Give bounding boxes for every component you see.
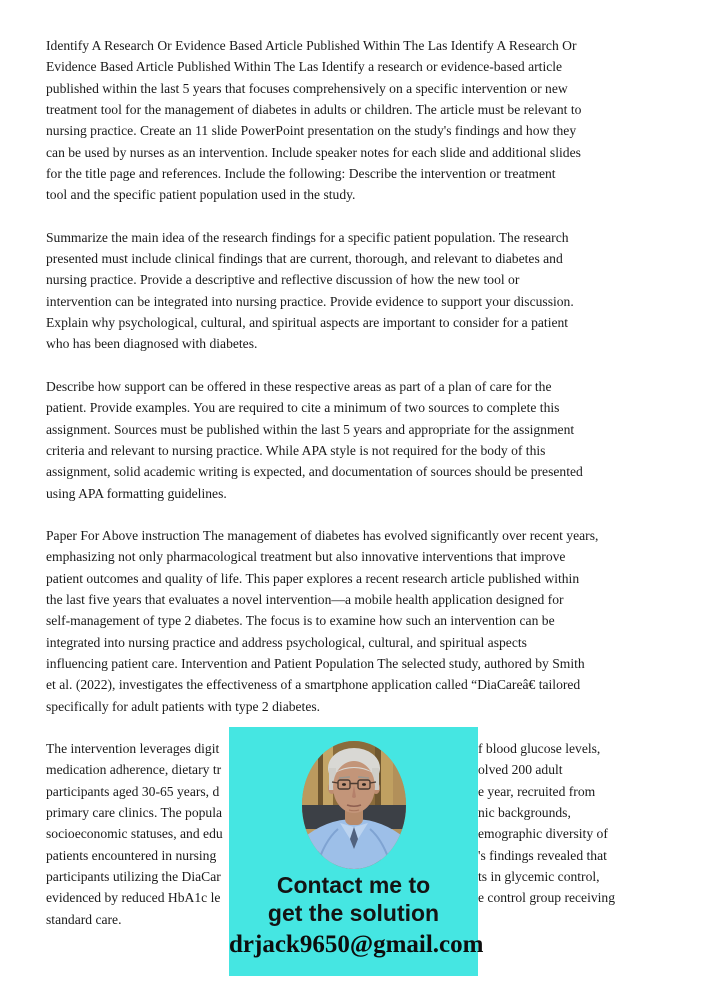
text-line: nursing practice. Create an 11 slide PowerPoint presentation on the study's findings and how they xyxy=(46,123,577,139)
paragraph xyxy=(46,376,671,504)
text-line: Identify A Research Or Evidence Based Article Published Within The Las Identify A Research Or xyxy=(46,38,577,53)
text-line: assignment. Sources must be published within the last 5 years and appropriate for the assignment xyxy=(46,421,575,437)
contact-overlay xyxy=(229,727,484,976)
text-fragment-left: participants aged 30-65 years, d xyxy=(46,783,220,799)
text-line: emphasizing not only pharmacological treatment but also innovative interventions that improve xyxy=(46,549,566,565)
text-fragment-right: ts in glycemic control, xyxy=(478,869,600,885)
text-line: patient. Provide examples. You are required to cite a minimum of two sources to complete this xyxy=(46,400,560,416)
profile-photo xyxy=(302,741,406,869)
text-line: tool and the specific patient population used in the study. xyxy=(46,187,356,203)
contact-heading-line2: get the solution xyxy=(267,900,440,926)
text-fragment-left: patients encountered in nursing xyxy=(46,847,217,863)
text-line: using APA formatting guidelines. xyxy=(46,485,227,501)
text-line: the last five years that evaluates a novel intervention—a mobile health application designed for xyxy=(46,591,564,607)
text-line: can be used by nurses as an intervention. Include speaker notes for each slide and additional slides xyxy=(46,144,581,160)
text-line: assignment, solid academic writing is expected, and documentation of sources should be presented xyxy=(46,464,583,480)
text-fragment-left: participants utilizing the DiaCar xyxy=(46,869,221,885)
text-line: criteria and relevant to nursing practice. While APA style is not required for the body of this xyxy=(46,442,546,458)
contact-email: drjack9650@gmail.com xyxy=(229,931,484,958)
text-line: self-management of type 2 diabetes. The focus is to examine how such an intervention can be xyxy=(46,613,555,629)
text-fragment-right: f blood glucose levels, xyxy=(478,740,601,756)
text-fragment-right: e control group receiving xyxy=(478,890,616,906)
text-line: influencing patient care. Intervention and Patient Population The selected study, authored by Smith xyxy=(46,655,585,671)
contact-heading-line1: Contact me to xyxy=(276,872,431,898)
text-line: Evidence Based Article Published Within The Las Identify a research or evidence-based article xyxy=(46,59,563,75)
text-fragment-right: emographic diversity of xyxy=(478,826,608,842)
text-line: patient outcomes and quality of life. This paper explores a recent research article published within xyxy=(46,570,580,586)
text-line: treatment tool for the management of diabetes in adults or children. The article must be relevant to xyxy=(46,102,582,118)
paragraph xyxy=(46,35,671,206)
text-line: Explain why psychological, cultural, and spiritual aspects are important to consider for a patient xyxy=(46,315,569,331)
text-line: Summarize the main idea of the research findings for a specific patient population. The research xyxy=(46,229,569,245)
contact-heading xyxy=(229,871,478,927)
text-line: presented must include clinical findings that are current, thorough, and relevant to diabetes and xyxy=(46,251,563,267)
text-fragment-right: nic backgrounds, xyxy=(478,805,571,820)
text-fragment-right: e year, recruited from xyxy=(478,783,596,799)
text-line: intervention can be integrated into nursing practice. Provide evidence to support your discussion. xyxy=(46,293,574,309)
text-line: et al. (2022), investigates the effectiveness of a smartphone application called “DiaCareâ€ tailored xyxy=(46,677,581,693)
paragraph xyxy=(46,525,671,717)
text-fragment-left: medication adherence, dietary tr xyxy=(46,762,222,778)
text-line: nursing practice. Provide a descriptive and reflective discussion of how the new tool or xyxy=(46,272,520,288)
text-fragment-right: olved 200 adult xyxy=(478,762,563,778)
text-fragment-left: primary care clinics. The popula xyxy=(46,805,223,820)
text-fragment-left: The intervention leverages digit xyxy=(46,740,220,756)
paragraph xyxy=(46,227,671,355)
text-line: integrated into nursing practice and address psychological, cultural, and spiritual aspects xyxy=(46,634,527,650)
text-line: for the title page and references. Include the following: Describe the intervention or treatment xyxy=(46,166,556,182)
text-line: Describe how support can be offered in these respective areas as part of a plan of care for the xyxy=(46,378,552,394)
text-line: Paper For Above instruction The management of diabetes has evolved significantly over recent years, xyxy=(46,527,599,543)
text-line: specifically for adult patients with type 2 diabetes. xyxy=(46,698,321,714)
text-line: who has been diagnosed with diabetes. xyxy=(46,336,258,352)
portrait-illustration xyxy=(302,741,406,869)
text-fragment-left: evidenced by reduced HbA1c le xyxy=(46,890,221,906)
text-fragment-left: standard care. xyxy=(46,911,122,927)
text-fragment-left: socioeconomic statuses, and edu xyxy=(46,826,223,842)
text-line: published within the last 5 years that focuses comprehensively on a specific intervention or new xyxy=(46,80,568,96)
text-fragment-right: 's findings revealed that xyxy=(478,847,607,863)
